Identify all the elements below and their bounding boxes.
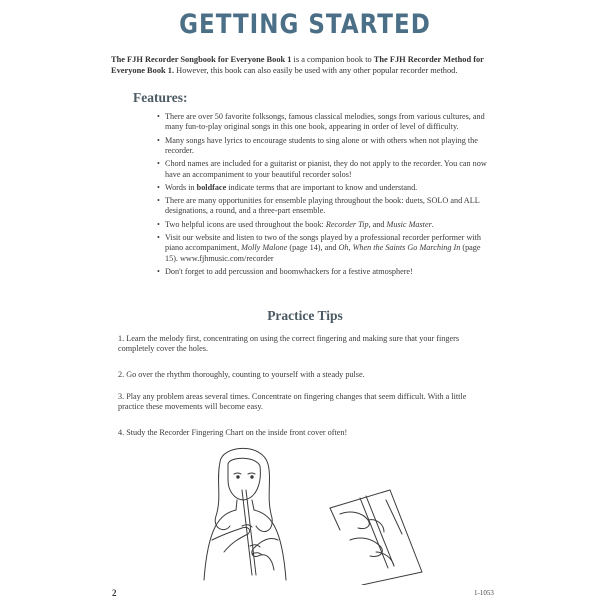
intro-paragraph <box>111 54 506 76</box>
features-heading: Features: <box>133 90 188 105</box>
feature-italic: Oh, When the Saints Go Marching In <box>338 243 461 253</box>
feature-item <box>157 196 487 217</box>
page-title: GETTING STARTED <box>179 10 431 40</box>
feature-italic: Recorder Tip <box>325 219 369 229</box>
feature-italic: Molly Malone <box>241 243 288 253</box>
tip-item: 1. Learn the melody first, concentrating on using the correct fingering and making sure that your fingers completely cover the holes. <box>118 334 460 354</box>
feature-text: Many songs have lyrics to encourage students to sing alone or with others when not playing the recorder. <box>165 135 478 156</box>
catalog-code: 1-1053 <box>474 589 494 597</box>
feature-text: Don't forget to add percussion and boomwhackers for a festive atmosphere! <box>165 266 413 276</box>
tip-item: 4. Study the Recorder Fingering Chart on the inside front cover often! <box>118 428 348 437</box>
feature-text: There are many opportunities for ensemble playing throughout the book: duets, SOLO and ALL designations, a round, and a three-part ensemble. <box>165 196 480 216</box>
intro-book2-title: The FJH Recorder Method for Everyone Book 1. <box>111 55 484 75</box>
feature-item <box>157 136 487 157</box>
feature-item <box>157 159 487 180</box>
feature-item <box>157 233 487 264</box>
feature-item <box>157 220 487 230</box>
feature-item <box>157 267 487 277</box>
recorder-player-illustration <box>190 440 480 585</box>
feature-text: (page 14), and <box>287 243 339 253</box>
feature-text: Visit our website and listen to two of the songs played by a professional recorder performer with piano accompaniment, <box>165 232 482 253</box>
features-list <box>157 112 487 280</box>
feature-text: Words in <box>165 182 197 192</box>
feature-text: (page 15). www.fjhmusic.com/recorder <box>165 243 481 263</box>
feature-text: indicate terms that are important to know and understand. <box>226 182 418 192</box>
tip-item: 3. Play any problem areas several times. Concentrate on fingering changes that seem difficult. With a little practice these movements will become easy. <box>118 392 467 412</box>
feature-item <box>157 183 487 193</box>
intro-rest: However, this book can also easily be used with any other popular recorder method. <box>174 66 458 75</box>
practice-tips-heading: Practice Tips <box>267 308 343 323</box>
practice-tips-list <box>110 334 490 438</box>
intro-connector: is a companion book to <box>291 55 374 64</box>
tip-item: 2. Go over the rhythm thoroughly, counting to yourself with a steady pulse. <box>118 370 365 379</box>
feature-italic: Music Master <box>386 219 432 229</box>
feature-item <box>157 112 487 133</box>
feature-text: There are over 50 favorite folksongs, famous classical melodies, songs from various cultures, and many fun-to-play original songs in this one book, appearing in order of level of difficulty. <box>165 112 485 132</box>
feature-text: , and <box>368 219 387 229</box>
page-number: 2 <box>112 588 117 598</box>
feature-text: Chord names are included for a guitarist or pianist, they do not apply to the recorder. You can now have an accompaniment to your beautiful recorder solos! <box>165 159 487 179</box>
feature-bold-term: boldface <box>196 182 227 192</box>
feature-text: Two helpful icons are used throughout the book: <box>165 219 326 229</box>
feature-text: . <box>431 219 434 229</box>
intro-book1-title: The FJH Recorder Songbook for Everyone Book 1 <box>111 55 292 64</box>
